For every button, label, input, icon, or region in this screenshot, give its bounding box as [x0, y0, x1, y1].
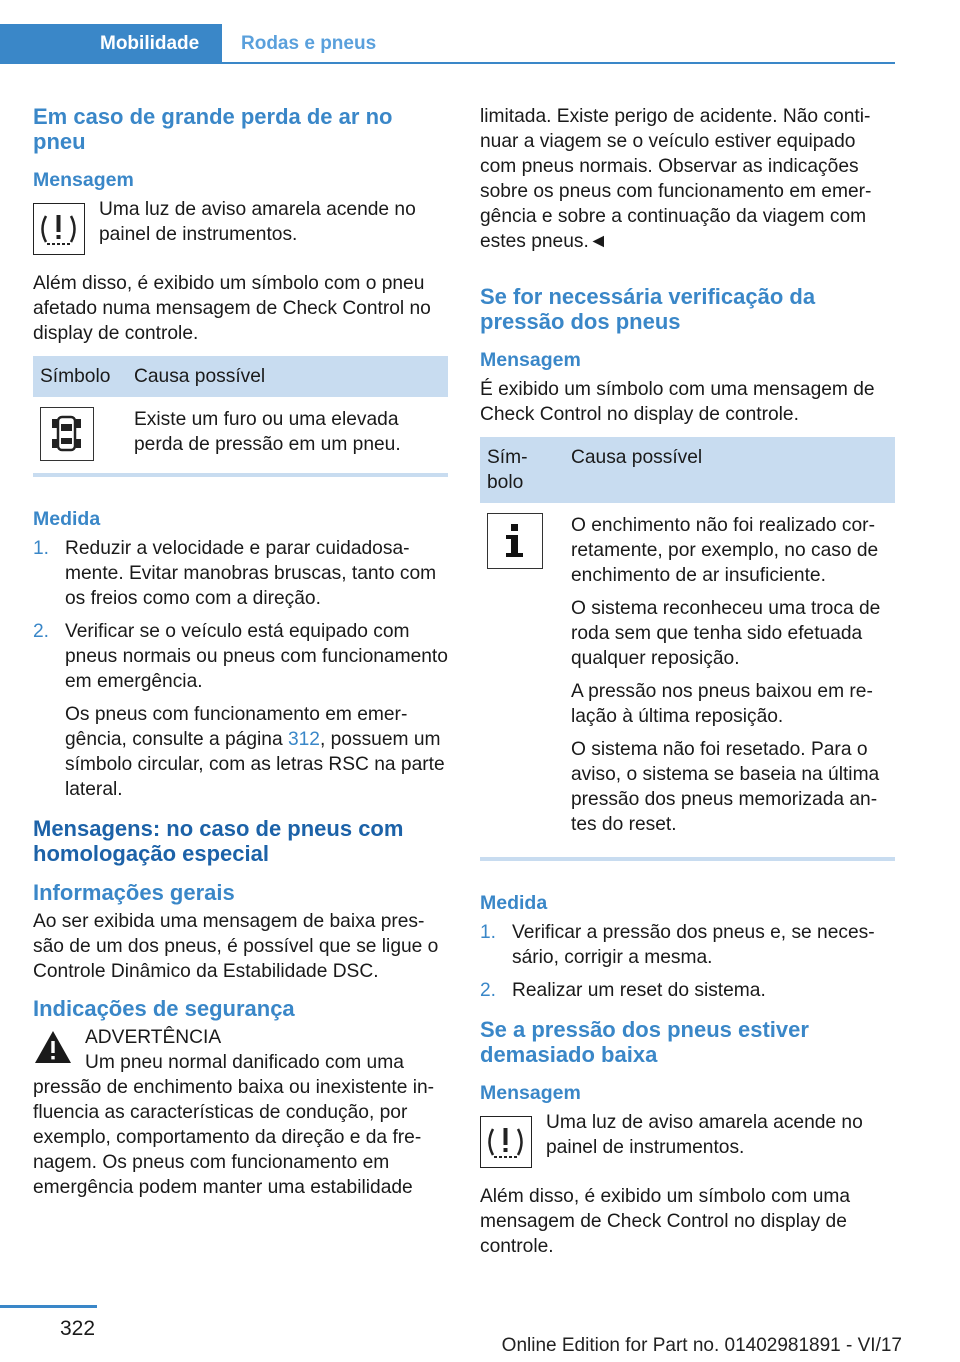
paragraph-general: Ao ser exibida uma mensagem de baixa pressão de um dos pneus, é possível que se ligue o Controle Dinâmico da Estabilidade DSC. [33, 911, 439, 982]
page-link[interactable]: 312 [287, 729, 320, 750]
right-column [480, 104, 895, 1269]
car-tire-icon [40, 407, 94, 461]
heading-air-loss: Em caso de grande perda de ar no pneu [33, 104, 393, 154]
message-block [33, 197, 448, 257]
list-item: 2. Verificar se o veículo está equipado com pneus normais ou pneus com funcionamento em emergência. Os pneus com funcionamento em emergência, consulte a página 312, possuem um símbolo circular, com as letras RSC na parte lateral. [33, 621, 448, 800]
heading-message: Mensagem [480, 1082, 581, 1104]
table-header-cause: Causa possível [564, 437, 895, 503]
table-cell-cause: Existe um furo ou uma elevada perda de pressão em um pneu. [134, 409, 401, 455]
table-end-bar [33, 473, 448, 477]
steps-list [33, 536, 448, 802]
list-item: 1. Reduzir a velocidade e parar cuidadosamente. Evitar manobras bruscas, tanto com os freios como com a direção. [33, 538, 437, 609]
tab-mobilidade[interactable]: Mobilidade [0, 24, 222, 62]
symbol-table [33, 356, 448, 467]
footer-edition: Online Edition for Part no. 01402981891 - VI/17 [501, 1335, 902, 1356]
paragraph-end: Além disso, é exibido um símbolo com uma mensagem de Check Control no display de controle. [480, 1186, 851, 1257]
left-column [33, 104, 448, 1200]
steps-list [480, 920, 895, 1003]
paragraph-continuation: limitada. Existe perigo de acidente. Não continuar a viagem se o veículo estiver equipado com pneus normais. Observar as indicações sobre os pneus com funcionamento em emergência e sobre a continuação da viagem com estes pneus.◄ [480, 106, 872, 252]
list-item: 2. Realizar um reset do sistema. [480, 980, 766, 1001]
symbol-table [480, 437, 895, 851]
warning-triangle-icon [33, 1029, 73, 1065]
heading-verify-pressure: Se for necessária verificação da pressão dos pneus [480, 284, 816, 334]
heading-general-info: Informações gerais [33, 880, 235, 905]
table-header-symbol: Símbolo [480, 437, 564, 503]
table-row [480, 503, 895, 851]
table-header-cause: Causa possível [127, 356, 448, 397]
heading-special-tires: Mensagens: no caso de pneus com homologação especial [33, 816, 404, 866]
message-text: Uma luz de aviso amarela acende no painel de instrumentos. [99, 199, 416, 245]
tire-pressure-warning-icon [33, 203, 85, 255]
header-tabs [0, 24, 895, 64]
heading-message: Mensagem [480, 349, 581, 371]
table-end-bar [480, 857, 895, 861]
message-block [480, 1110, 895, 1170]
list-item: 1. Verificar a pressão dos pneus e, se necessário, corrigir a mesma. [480, 922, 875, 968]
warning-title: ADVERTÊNCIA [85, 1027, 222, 1048]
warning-text: Um pneu normal danificado com uma pressão de enchimento baixa ou inexistente influencia as características de condução, por exemplo, comportamento da direção e da frenagem. Os pneus com funcionamento em emergência podem manter uma estabilidade [33, 1052, 435, 1198]
heading-medida: Medida [33, 508, 101, 530]
heading-safety: Indicações de segurança [33, 996, 295, 1021]
paragraph-message: É exibido um símbolo com uma mensagem de Check Control no display de controle. [480, 379, 875, 425]
table-row [33, 397, 448, 467]
heading-medida: Medida [480, 892, 548, 914]
message-text: Uma luz de aviso amarela acende no painel de instrumentos. [546, 1112, 863, 1158]
table-header-symbol: Símbolo [33, 356, 127, 397]
page-number: 322 [60, 1317, 96, 1340]
paragraph-check-control: Além disso, é exibido um símbolo com o pneu afetado numa mensagem de Check Control no display de controle. [33, 273, 431, 344]
warning-block [33, 1025, 448, 1200]
info-icon [487, 513, 543, 569]
heading-low-pressure: Se a pressão dos pneus estiver demasiado baixa [480, 1017, 809, 1067]
tab-rodas-e-pneus[interactable]: Rodas e pneus [241, 33, 377, 54]
step-extra: Os pneus com funcionamento em emergência, consulte a página 312, possuem um símbolo circular, com as letras RSC na parte lateral. [65, 704, 445, 800]
tire-pressure-warning-icon [480, 1116, 532, 1168]
page-number-bar [0, 1305, 97, 1308]
table-cell-causes: O enchimento não foi realizado corretamente, por exemplo, no caso de enchimento de ar insuficiente. O sistema reconheceu uma troca de roda sem que tenha sido efetuada qualquer reposição. A pressão nos pneus baixou em relação à última reposição. O sistema não foi resetado. Para o aviso, o sistema se baseia na última pressão dos pneus memorizada antes do reset. [571, 515, 881, 835]
heading-message: Mensagem [33, 169, 134, 191]
